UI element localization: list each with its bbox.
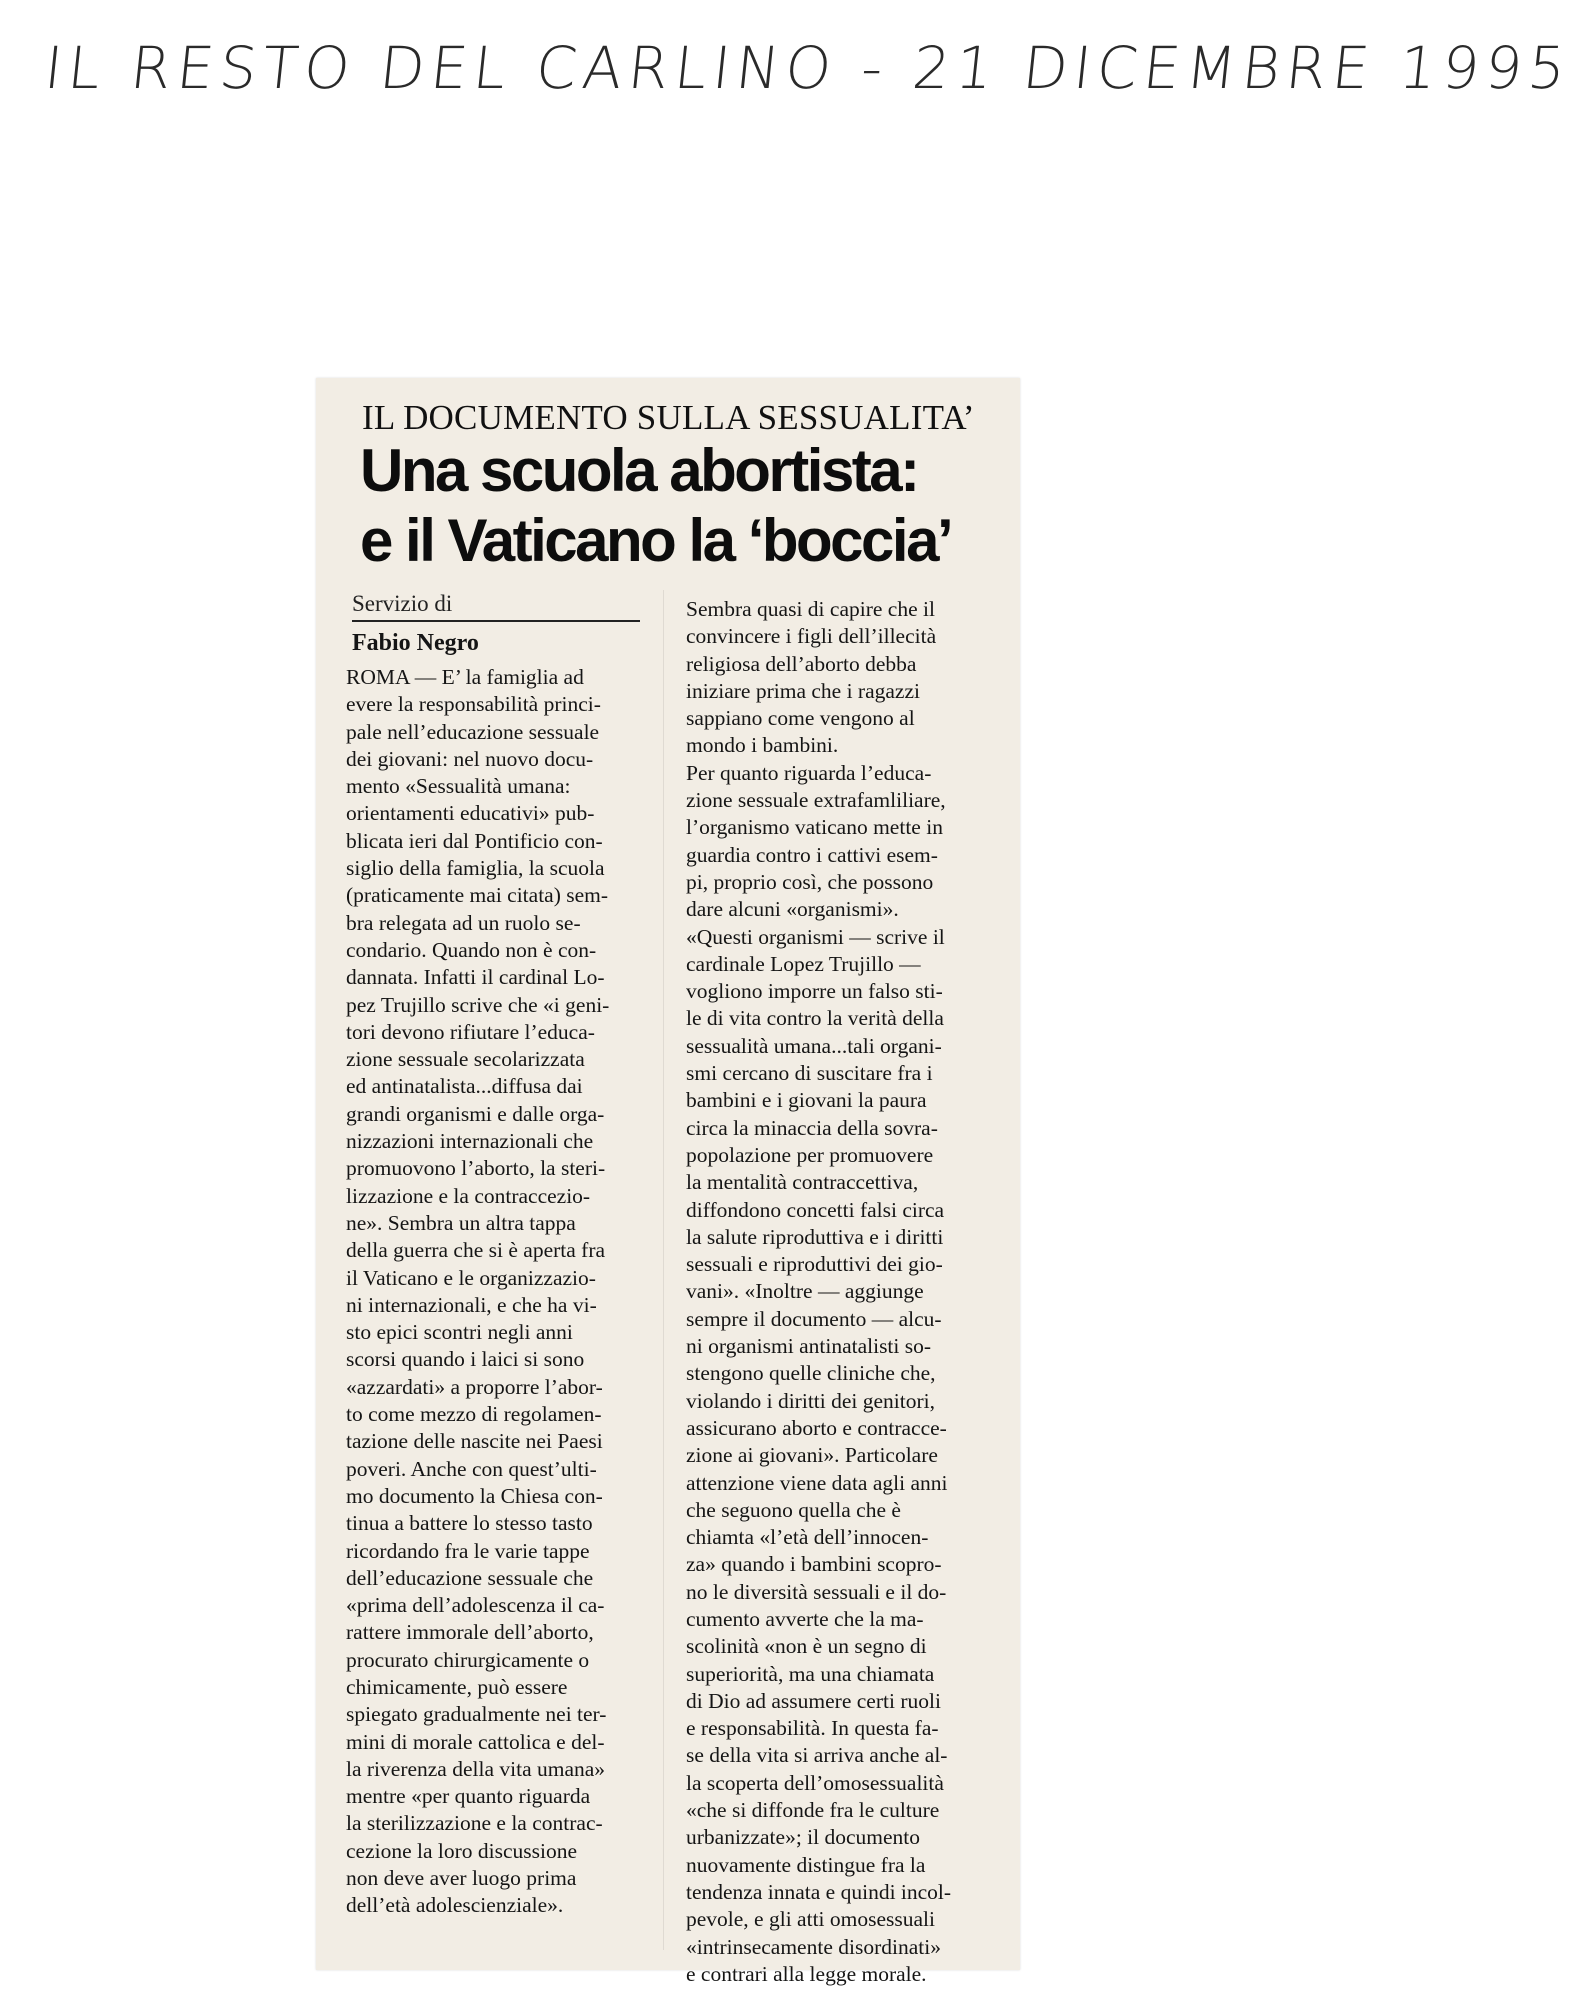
article-text-line: mento «Sessualità umana: <box>346 774 571 799</box>
article-text-line: «che si diffonde fra le culture <box>686 1798 940 1823</box>
article-text-line: non deve aver luogo prima <box>346 1866 577 1891</box>
article-text-line: convincere i figli dell’illecità <box>686 624 937 649</box>
article-text-line: to come mezzo di regolamen- <box>346 1402 602 1427</box>
article-text-line: no le diversità sessuali e il do- <box>686 1579 947 1604</box>
article-text-line: dell’età adolescienziale». <box>346 1893 564 1918</box>
article-text-line: ni organismi antinatalisti so- <box>686 1334 932 1359</box>
article-text-line: (praticamente mai citata) sem- <box>346 883 609 908</box>
article-text-line: sessuali e riproduttivi dei gio- <box>686 1252 943 1277</box>
article-text-line: popolazione per promuovere <box>686 1142 934 1167</box>
article-text-line: pale nell’educazione sessuale <box>346 719 600 744</box>
article-text-line: rattere immorale dell’aborto, <box>346 1620 594 1645</box>
article-text-line: la scoperta dell’omosessualità <box>686 1770 944 1795</box>
article-text-line: orientamenti educativi» pub- <box>346 801 595 826</box>
article-text-line: procurato chirurgicamente o <box>346 1647 590 1672</box>
article-text-line: nuovamente distingue fra la <box>686 1852 926 1877</box>
article-text-line: za» quando i bambini scopro- <box>686 1552 942 1577</box>
article-text-line: religiosa dell’aborto debba <box>686 651 917 676</box>
article-text-line: superiorità, ma una chiamata <box>686 1661 935 1686</box>
article-text-line: circa la minaccia della sovra- <box>686 1115 938 1140</box>
article-text-line: pez Trujillo scrive che «i geni- <box>346 992 610 1017</box>
article-text-line: bra relegata ad un ruolo se- <box>346 910 581 935</box>
article-text-line: «Questi organismi — scrive il <box>686 924 945 949</box>
article-text-line: pevole, e gli atti omosessuali <box>686 1907 935 1932</box>
article-text-line: smi cercano di suscitare fra i <box>686 1061 933 1086</box>
article-text-line: blicata ieri dal Pontificio con- <box>346 828 603 853</box>
article-text-line: bambini e i giovani la paura <box>686 1088 927 1113</box>
article-text-line: tendenza innata e quindi incol- <box>686 1879 952 1904</box>
byline-author: Fabio Negro <box>352 630 479 656</box>
left-column <box>346 590 646 1920</box>
article-text-line: zione ai giovani». Particolare <box>686 1443 938 1468</box>
article-text-line: chiamta «l’età dell’innocen- <box>686 1525 929 1550</box>
article-headline <box>360 436 1010 576</box>
headline-line-2: e il Vaticano la ‘boccia’ <box>360 507 952 574</box>
article-text-line: assicurano aborto e contracce- <box>686 1415 947 1440</box>
article-text-line: mo documento la Chiesa con- <box>346 1483 603 1508</box>
byline-rule <box>352 620 640 622</box>
article-text-line: mondo i bambini. <box>686 733 839 758</box>
article-text-line: dannata. Infatti il cardinal Lo- <box>346 965 605 990</box>
article-text-line: tazione delle nascite nei Paesi <box>346 1429 603 1454</box>
article-text-line: vani». «Inoltre — aggiunge <box>686 1279 924 1304</box>
article-text-line: cumento avverte che la ma- <box>686 1606 924 1631</box>
article-text-line: sto epici scontri negli anni <box>346 1320 573 1345</box>
column-divider <box>663 590 664 1950</box>
article-text-line: diffondono concetti falsi circa <box>686 1197 945 1222</box>
article-text-line: della guerra che si è aperta fra <box>346 1238 606 1263</box>
article-text-line: siglio della famiglia, la scuola <box>346 856 605 881</box>
article-text-line: promuovono l’aborto, la steri- <box>346 1156 606 1181</box>
article-text-line: urbanizzate»; il documento <box>686 1825 921 1850</box>
article-text-line: la sterilizzazione e la contrac- <box>346 1811 603 1836</box>
article-kicker: IL DOCUMENTO SULLA SESSUALITA’ <box>362 398 975 437</box>
article-text-line: vogliono imporre un falso sti- <box>686 979 943 1004</box>
article-text-line: grandi organismi e dalle orga- <box>346 1101 605 1126</box>
article-text-line: sappiano come vengono al <box>686 706 915 731</box>
article-text-line: condario. Quando non è con- <box>346 937 597 962</box>
article-text-line: ricordando fra le varie tappe <box>346 1538 590 1563</box>
article-text-line: scorsi quando i laici si sono <box>346 1347 585 1372</box>
article-text-line: tori devono rifiutare l’educa- <box>346 1019 595 1044</box>
article-text-line: violando i diritti dei genitori, <box>686 1388 936 1413</box>
article-text-line: dare alcuni «organismi». <box>686 897 899 922</box>
headline-line-1: Una scuola abortista: <box>360 437 918 504</box>
newspaper-clipping <box>316 378 1020 1986</box>
article-text-line: ni internazionali, e che ha vi- <box>346 1292 597 1317</box>
article-text-line: pi, proprio così, che possono <box>686 869 934 894</box>
article-text-line: evere la responsabilità princi- <box>346 692 601 717</box>
handwritten-source-note: IL RESTO DEL CARLINO - 21 DICEMBRE 1995 <box>41 34 1575 102</box>
article-text-line: la salute riproduttiva e i diritti <box>686 1224 944 1249</box>
article-text-line: cardinale Lopez Trujillo — <box>686 951 921 976</box>
article-text-line: ne». Sembra un altra tappa <box>346 1210 576 1235</box>
article-text-line: se della vita si arriva anche al- <box>686 1743 948 1768</box>
article-text-line: sessualità umana...tali organi- <box>686 1033 942 1058</box>
article-text-line: mini di morale cattolica e del- <box>346 1729 605 1754</box>
left-column-body <box>346 664 646 1920</box>
article-text-line: iniziare prima che i ragazzi <box>686 678 920 703</box>
article-text-line: la riverenza della vita umana» <box>346 1756 606 1781</box>
article-text-line: il Vaticano e le organizzazio- <box>346 1265 596 1290</box>
article-text-line: stengono quelle cliniche che, <box>686 1361 936 1386</box>
article-text-line: «intrinsecamente disordinati» <box>686 1934 941 1959</box>
article-text-line: Per quanto riguarda l’educa- <box>686 760 932 785</box>
article-text-line: l’organismo vaticano mette in <box>686 815 943 840</box>
article-text-line: dei giovani: nel nuovo docu- <box>346 746 594 771</box>
article-text-line: le di vita contro la verità della <box>686 1006 944 1031</box>
article-text-line: dell’educazione sessuale che <box>346 1565 594 1590</box>
article-text-line: la mentalità contraccettiva, <box>686 1170 919 1195</box>
article-text-line: zione sessuale extrafamliliare, <box>686 788 946 813</box>
article-text-line: lizzazione e la contraccezio- <box>346 1183 591 1208</box>
article-text-line: ed antinatalista...diffusa dai <box>346 1074 583 1099</box>
article-text-line: mentre «per quanto riguarda <box>346 1784 591 1809</box>
article-text-line: e responsabilità. In questa fa- <box>686 1716 939 1741</box>
article-text-line: attenzione viene data agli anni <box>686 1470 948 1495</box>
article-text-line: zione sessuale secolarizzata <box>346 1047 585 1072</box>
article-text-line: che seguono quella che è <box>686 1497 901 1522</box>
article-text-line: scolinità «non è un segno di <box>686 1634 927 1659</box>
article-text-line: Sembra quasi di capire che il <box>686 597 935 621</box>
article-text-line: spiegato gradualmente nei ter- <box>346 1702 607 1727</box>
article-text-line: nizzazioni internazionali che <box>346 1129 594 1154</box>
article-text-line: di Dio ad assumere certi ruoli <box>686 1688 941 1713</box>
article-text-line: chimicamente, può essere <box>346 1674 568 1699</box>
article-text-line: poveri. Anche con quest’ulti- <box>346 1456 597 1481</box>
article-text-line: «prima dell’adolescenza il ca- <box>346 1593 605 1618</box>
article-text-line: guardia contro i cattivi esem- <box>686 842 938 867</box>
article-text-line: e contrari alla legge morale. <box>686 1961 927 1986</box>
article-text-line: tinua a battere lo stesso tasto <box>346 1511 593 1536</box>
byline-label: Servizio di <box>352 591 453 616</box>
article-text-line: sempre il documento — alcu- <box>686 1306 942 1331</box>
article-text-line: ROMA — E’ la famiglia ad <box>346 665 584 689</box>
article-text-line: «azzardati» a proporre l’abor- <box>346 1374 603 1399</box>
article-text-line: cezione la loro discussione <box>346 1838 578 1863</box>
right-column <box>686 596 1001 1988</box>
